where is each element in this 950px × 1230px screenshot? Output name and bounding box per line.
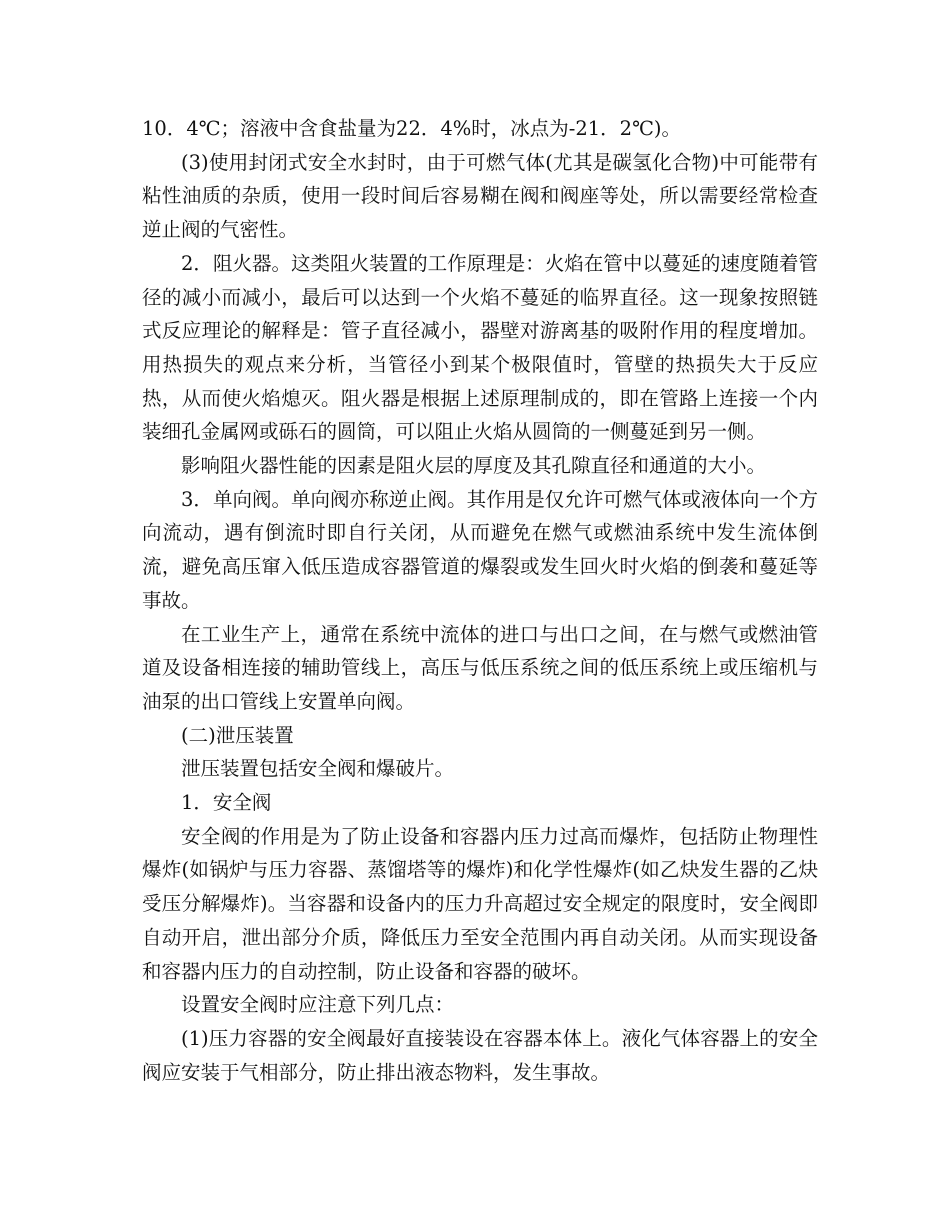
paragraph-safety-valve-purpose: 安全阀的作用是为了防止设备和容器内压力过高而爆炸，包括防止物理性爆炸(如锅炉与压力容器、蒸馏塔等的爆炸)和化学性爆炸(如乙炔发生器的乙炔受压分解爆炸)。当容器和设备内的压力升高超过安全规定的限度时，安全阀即自动开启，泄出部分介质，降低压力至安全范围内再自动关闭。从而实现设备和容器内压力的自动控制，防止设备和容器的破坏。 <box>142 824 818 983</box>
paragraph-safety-valve-item-1: (1)压力容器的安全阀最好直接装设在容器本体上。液化气体容器上的安全阀应安装于气相部分，防止排出液态物料，发生事故。 <box>142 1026 818 1084</box>
paragraph-flame-arrester: 2．阻火器。这类阻火装置的工作原理是：火焰在管中以蔓延的速度随着管径的减小而减小，最后可以达到一个火焰不蔓延的临界直径。这一现象按照链式反应理论的解释是：管子直径减小，器壁对游离基的吸附作用的程度增加。用热损失的观点来分析，当管径小到某个极限值时，管壁的热损失大于反应热，从而使火焰熄灭。阻火器是根据上述原理制成的，即在管路上连接一个内装细孔金属网或砾石的圆筒，可以阻止火焰从圆筒的一侧蔓延到另一侧。 <box>142 251 818 444</box>
section-heading-pressure-relief: (二)泄压装置 <box>181 723 294 747</box>
paragraph-check-valve-usage: 在工业生产上，通常在系统中流体的进口与出口之间，在与燃气或燃油管道及设备相连接的辅助管线上，高压与低压系统之间的低压系统上或压缩机与油泵的出口管线上安置单向阀。 <box>142 622 818 713</box>
document-body <box>142 112 818 1089</box>
paragraph-arrester-factors: 影响阻火器性能的因素是阻火层的厚度及其孔隙直径和通道的大小。 <box>181 454 767 478</box>
paragraph-continuation: 10．4℃；溶液中含食盐量为22．4%时，冰点为-21．2℃)。 <box>142 117 682 140</box>
subheading-safety-valve: 1．安全阀 <box>181 791 272 815</box>
paragraph-relief-devices: 泄压装置包括安全阀和爆破片。 <box>181 757 455 781</box>
paragraph-check-valve: 3．单向阀。单向阀亦称逆止阀。其作用是仅允许可燃气体或液体向一个方向流动，遇有倒流时即自行关闭，从而避免在燃气或燃油系统中发生流体倒流，避免高压窜入低压造成容器管道的爆裂或发生回火时火焰的倒袭和蔓延等事故。 <box>142 487 818 612</box>
paragraph-safety-valve-notes: 设置安全阀时应注意下列几点： <box>181 993 455 1017</box>
paragraph-item-3-seal: (3)使用封闭式安全水封时，由于可燃气体(尤其是碳氢化合物)中可能带有粘性油质的杂质，使用一段时间后容易糊在阀和阀座等处，所以需要经常检查逆止阀的气密性。 <box>142 150 818 242</box>
